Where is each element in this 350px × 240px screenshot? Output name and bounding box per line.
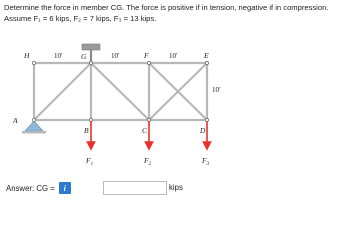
truss-figure bbox=[0, 32, 350, 172]
load-label-f2-main: F bbox=[144, 156, 149, 165]
label-d: D bbox=[200, 126, 206, 135]
info-icon[interactable]: i bbox=[59, 182, 71, 194]
label-e: E bbox=[204, 51, 209, 60]
joint-f bbox=[147, 61, 150, 64]
member-cg bbox=[91, 63, 149, 120]
load-label-f1-sub: 1 bbox=[90, 162, 94, 167]
member-ag bbox=[34, 63, 91, 120]
answer-input[interactable] bbox=[103, 181, 167, 195]
load-label-f2 bbox=[143, 156, 152, 167]
dim-height: 10′ bbox=[212, 86, 221, 94]
label-a: A bbox=[13, 116, 18, 125]
joint-h bbox=[32, 61, 35, 64]
label-b: B bbox=[84, 126, 89, 135]
pin-support bbox=[22, 121, 46, 134]
load-label-f3-main: F bbox=[202, 156, 207, 165]
load-label-f2-sub: 2 bbox=[148, 162, 152, 167]
dim-hg: 10′ bbox=[54, 52, 63, 60]
label-h: H bbox=[24, 51, 30, 60]
load-label-f3 bbox=[201, 156, 210, 167]
joint-a bbox=[32, 118, 35, 121]
load-label-f1 bbox=[85, 156, 93, 167]
problem-statement bbox=[4, 3, 348, 24]
label-g: G bbox=[81, 52, 87, 61]
label-c: C bbox=[142, 126, 148, 135]
dim-fe: 10′ bbox=[169, 52, 178, 60]
problem-line-2: Assume F₁ = 6 kips, F₂ = 7 kips, F₃ = 13 kips. bbox=[4, 13, 157, 23]
answer-row bbox=[6, 181, 71, 195]
load-label-f3-sub: 3 bbox=[206, 162, 210, 167]
truss-members bbox=[34, 63, 207, 120]
load-arrows bbox=[91, 121, 207, 146]
dim-gf: 10′ bbox=[111, 52, 120, 60]
joint-g bbox=[89, 61, 92, 64]
answer-unit: kips bbox=[169, 183, 183, 192]
label-f: F bbox=[144, 51, 149, 60]
answer-label: Answer: CG = bbox=[6, 183, 55, 193]
problem-line-1: Determine the force in member CG. The force is positive if in tension, negative if in compression. bbox=[4, 3, 329, 12]
load-label-f1-main: F bbox=[86, 156, 91, 165]
joint-e bbox=[205, 61, 208, 64]
